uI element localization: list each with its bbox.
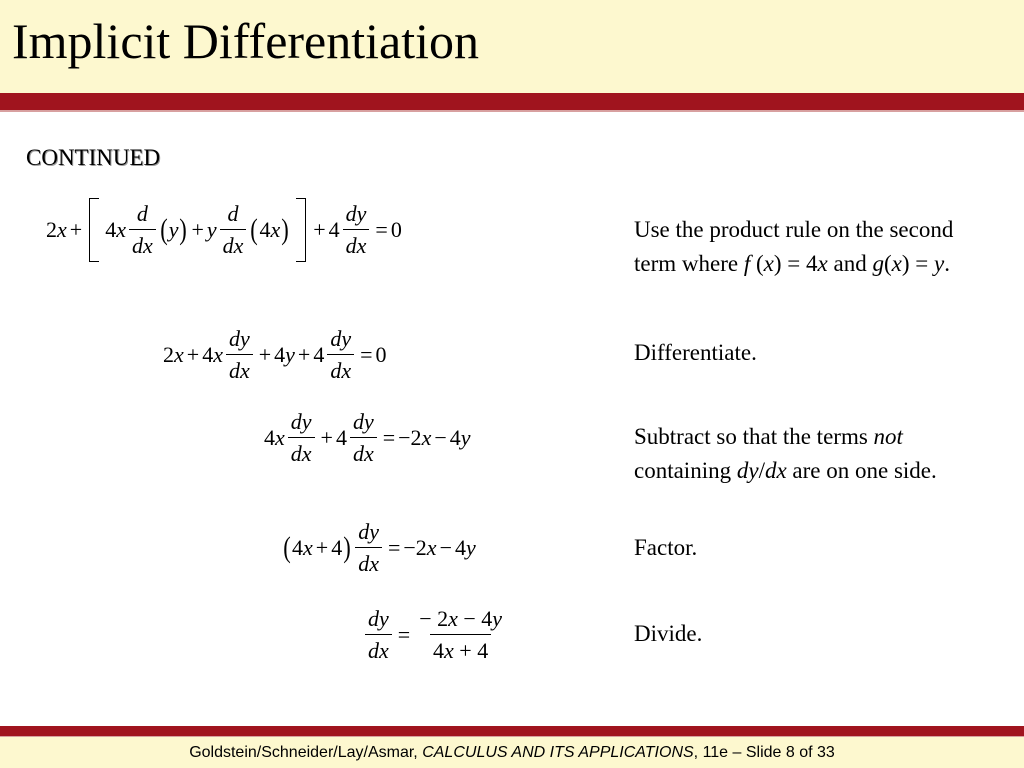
equation-step-4: ( 4 x + 4 ) $\frac{dy}{dx}$ = −2 x − 4 y	[283, 519, 476, 576]
equation-step-5: $\frac{dy}{dx}$ = $\frac{- 2x - 4y}{4x + 4}$	[362, 603, 508, 667]
equation-step-1: 2 x + 4 x $\frac{d}{dx}$ ( y ) + y $\frac{d}{dx}$ ( 4 x ) + 4 $\frac{dy}{dx}$ = 0	[46, 196, 402, 264]
footer-rule	[0, 726, 1024, 736]
footer-slide-number: , 11e – Slide 8 of 33	[693, 743, 835, 761]
footer-authors: Goldstein/Schneider/Lay/Asmar,	[189, 743, 418, 761]
explanation-step-4: Factor.	[634, 535, 698, 560]
explanation-step-2: Differentiate.	[634, 340, 757, 365]
equation-step-3: 4 x $\frac{dy}{dx}$ + 4 $\frac{dy}{dx}$ = −2 x − 4 y	[264, 409, 471, 466]
left-bracket	[89, 198, 99, 262]
slide-title: Implicit Differentiation	[12, 13, 479, 69]
header-rule-highlight	[0, 110, 1024, 112]
explanation-step-1: Use the product rule on the second term where f (x) = 4x and g(x) = y.	[634, 217, 954, 276]
right-bracket	[296, 198, 306, 262]
footer-book-title: CALCULUS AND ITS APPLICATIONS	[422, 743, 694, 761]
header-rule	[0, 93, 1024, 110]
explanation-step-5: Divide.	[634, 621, 703, 646]
explanation-step-3: Subtract so that the terms not containing dy/dx are on one side.	[634, 424, 937, 483]
slide-footer	[0, 737, 1024, 768]
slide-header	[0, 0, 1024, 93]
section-label: CONTINUED	[26, 145, 161, 170]
equation-step-2: 2 x + 4 x $\frac{dy}{dx}$ + 4 y + 4 $\frac{dy}{dx}$ = 0	[163, 326, 387, 383]
